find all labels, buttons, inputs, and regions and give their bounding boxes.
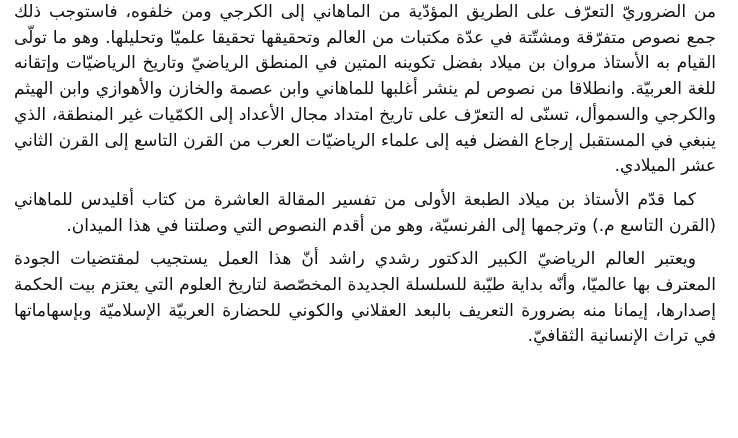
paragraph-3: ويعتبر العالم الرياضيّ الكبير الدكتور رشدي راشد أنّ هذا العمل يستجيب لمقتضيات الجودة المعترف بها عالميّا، وأنّه بداية طيّبة للسلسلة الجديدة المخصّصة لتاريخ العلوم التي يعتزم بيت الحكمة إصدارها، إيمانا منه بضرورة التعريف بالبعد العقلاني والكوني للحضارة العربيّة الإسلاميّة وبإسهاماتها في تراث الإنسانية الثقافيّ. <box>14 249 716 347</box>
paragraph-2: كما قدّم الأستاذ بن ميلاد الطبعة الأولى من تفسير المقالة العاشرة من كتاب أقليدس للماهاني (القرن التاسع م.) وترجمها إلى الفرنسيّة، وهو من أقدم النصوص التي وصلتنا في هذا الميدان. <box>14 189 716 236</box>
document-body <box>14 0 716 350</box>
paragraph-1: من الضروريّ التعرّف على الطريق المؤدّية من الماهاني إلى الكرجي ومن خلفوه، فاستوجب ذلك جمع نصوص متفرّقة ومشتّتة في عدّة مكتبات من العالم وتحقيقها تحقيقا علميّا وتحليلها. وهو ما تولّى القيام به الأستاذ مروان بن ميلاد بفضل تكوينه المتين في المنطق الرياضيّ وتاريخ الرياضيّات وإتقانه للغة العربيّة. وانطلاقا من نصوص لم ينشر أغلبها للماهاني وابن عصمة والخازن والأهوازي وابن الهيثم والكرجي والسموأل، تسنّى له التعرّف على تاريخ امتداد مجال الأعداد إلى الكمّيات غير المنطقة، الذي ينبغي في المستقبل إرجاع الفضل فيه إلى علماء الرياضيّات العرب من القرن التاسع إلى القرن الثاني عشر الميلادي. <box>14 2 716 177</box>
